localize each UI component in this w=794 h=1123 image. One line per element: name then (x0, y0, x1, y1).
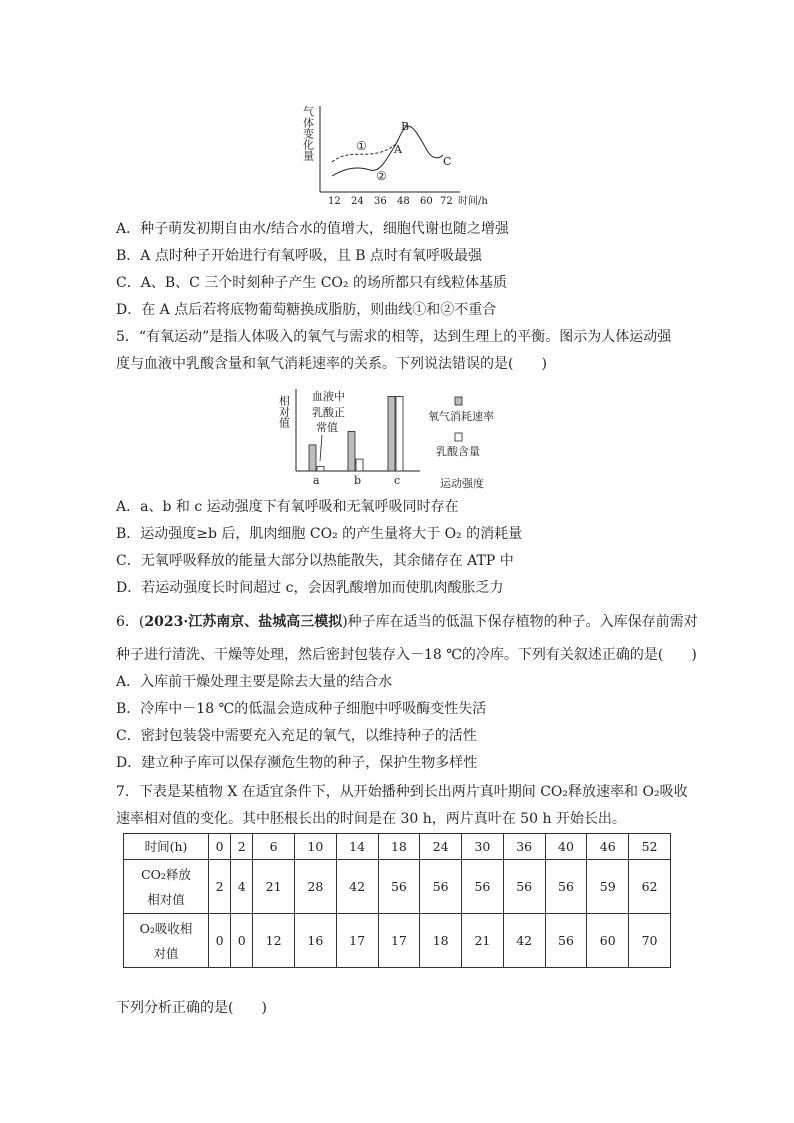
x-axis-label: 运动强度 (440, 477, 484, 490)
bar-b-oxygen (348, 431, 355, 471)
table-cell: 17 (378, 914, 420, 968)
q4-option-c: C．A、B、C 三个时刻种子产生 CO₂ 的场所都只有线粒体基质 (116, 275, 507, 291)
x-tick: a (313, 474, 320, 487)
x-tick: 12 (328, 196, 341, 207)
table-cell: 21 (462, 914, 504, 968)
curve-2-line (332, 126, 443, 176)
table-cell: 0 (231, 914, 253, 968)
q6-stem-line1 (116, 612, 698, 632)
table-cell: 2 (209, 860, 231, 914)
table-cell: 4 (231, 860, 253, 914)
table-cell: 12 (253, 914, 295, 968)
label-point-c: C (443, 155, 452, 168)
table-cell: 70 (629, 914, 671, 968)
label-curve-2: ② (376, 169, 387, 183)
q5-option-c: C．无氧呼吸释放的能量大部分以热能散失，其余储存在 ATP 中 (116, 553, 514, 569)
note-line-3: 常值 (316, 421, 338, 434)
x-tick: c (394, 474, 401, 487)
x-tick: 60 (420, 196, 433, 207)
q4-option-a: A．种子萌发初期自由水/结合水的值增大，细胞代谢也随之增强 (116, 221, 509, 237)
table-cell: 17 (336, 914, 378, 968)
q6-option-d: D．建立种子库可以保存濒危生物的种子，保护生物多样性 (116, 755, 478, 771)
table-cell: 0 (209, 834, 231, 860)
x-axis-label: 时间/h (458, 196, 488, 207)
q5-option-d: D．若运动强度长时间超过 c，会因乳酸增加而使肌肉酸胀乏力 (116, 580, 504, 596)
table-cell: 24 (420, 834, 462, 860)
table-cell: 59 (587, 860, 629, 914)
table-cell: 0 (209, 914, 231, 968)
bar-a-oxygen (309, 445, 316, 471)
table-cell: 18 (420, 914, 462, 968)
x-tick: 24 (351, 196, 364, 207)
table-cell: 56 (462, 860, 504, 914)
table-cell: 18 (378, 834, 420, 860)
q6-option-a: A．入库前干燥处理主要是除去大量的结合水 (116, 674, 393, 690)
x-tick: b (354, 474, 362, 487)
table-cell: 28 (294, 860, 336, 914)
q4-option-d: D．在 A 点后若将底物葡萄糖换成脂肪，则曲线①和②不重合 (116, 302, 497, 318)
table-cell: 56 (503, 860, 545, 914)
table-row-co2 (124, 860, 671, 914)
table-cell: 21 (253, 860, 295, 914)
label-point-a: A (394, 143, 402, 156)
table-cell: 10 (294, 834, 336, 860)
q6-stem-line2: 种子进行清洗、干燥等处理，然后密封包装存入－18 ℃的冷库。下列有关叙述正确的是( ) (116, 647, 697, 663)
table-cell: 56 (420, 860, 462, 914)
table-row-time (124, 834, 671, 860)
q7-stem-line1: 7．下表是某植物 X 在适宜条件下，从开始播种到长出两片真叶期间 CO₂释放速率和 O₂吸收 (116, 784, 688, 800)
exercise-bar-chart (276, 383, 516, 490)
bar-a-lactate (317, 467, 324, 471)
table-cell: 2 (231, 834, 253, 860)
table-cell: 52 (629, 834, 671, 860)
q6-option-b: B．冷库中－18 ℃的低温会造成种子细胞中呼吸酶变性失活 (116, 701, 487, 717)
note-line-1: 血液中 (312, 390, 345, 403)
table-row-o2 (124, 914, 671, 968)
legend-swatch-oxygen (455, 397, 462, 405)
row-header-co2-l1: CO₂释放 (141, 866, 191, 882)
table-cell: 46 (587, 834, 629, 860)
x-tick: 48 (397, 196, 410, 207)
q6-suffix: )种子库在适当的低温下保存植物的种子。入库保存前需对 (342, 614, 698, 630)
x-tick: 36 (374, 196, 387, 207)
y-axis-label: 气体变化量 (301, 106, 315, 161)
q7-after-text: 下列分析正确的是( ) (116, 1000, 267, 1016)
y-axis-label: 相对值 (277, 395, 291, 428)
q7-stem-line2: 速率相对值的变化。其中胚根长出的时间是在 30 h，两片真叶在 50 h 开始长出。 (116, 811, 626, 827)
table-cell: 36 (503, 834, 545, 860)
bar-c-lactate (396, 396, 403, 471)
row-header-o2-l1: O₂吸收相 (139, 920, 193, 936)
table-cell: 56 (545, 914, 587, 968)
q5-stem-line2: 度与血液中乳酸含量和氧气消耗速率的关系。下列说法错误的是( ) (116, 356, 547, 372)
gas-change-figure (300, 100, 500, 210)
table-cell: 56 (378, 860, 420, 914)
table-cell: 30 (462, 834, 504, 860)
table-cell: 62 (629, 860, 671, 914)
note-line-2: 乳酸正 (312, 406, 345, 419)
bar-c-oxygen (388, 396, 395, 471)
bar-b-lactate (356, 459, 363, 471)
table-cell: 14 (336, 834, 378, 860)
row-header-co2 (124, 860, 209, 914)
table-cell: 42 (336, 860, 378, 914)
q6-option-c: C．密封包装袋中需要充入充足的氧气，以维持种子的活性 (116, 728, 477, 744)
legend-lactate: 乳酸含量 (436, 445, 480, 458)
q5-stem-line1: 5．“有氧运动”是指人体吸入的氧气与需求的相等，达到生理上的平衡。图示为人体运动强 (116, 329, 672, 345)
q4-option-b: B．A 点时种子开始进行有氧呼吸，且 B 点时有氧呼吸最强 (116, 248, 483, 264)
table-cell: 60 (587, 914, 629, 968)
row-header-co2-l2: 相对值 (147, 891, 185, 907)
label-curve-1: ① (356, 139, 367, 153)
legend-oxygen: 氧气消耗速率 (428, 410, 494, 423)
table-cell: 56 (545, 860, 587, 914)
table-cell: 42 (503, 914, 545, 968)
q6-source: 2023·江苏南京、盐城高三模拟 (144, 614, 343, 630)
label-point-b: B (401, 120, 410, 133)
q5-option-a: A．a、b 和 c 运动强度下有氧呼吸和无氧呼吸同时存在 (116, 499, 459, 515)
row-header-o2 (124, 914, 209, 968)
row-header-o2-l2: 对值 (153, 945, 179, 961)
co2-o2-table (123, 833, 671, 968)
table-cell: 16 (294, 914, 336, 968)
legend-swatch-lactate (455, 433, 462, 441)
q5-option-b: B．运动强度≥b 后，肌肉细胞 CO₂ 的产生量将大于 O₂ 的消耗量 (116, 526, 523, 542)
row-header-time: 时间(h) (124, 834, 209, 860)
table-cell: 6 (253, 834, 295, 860)
table-cell: 40 (545, 834, 587, 860)
x-tick: 72 (440, 196, 453, 207)
q6-prefix: 6．( (116, 614, 145, 630)
